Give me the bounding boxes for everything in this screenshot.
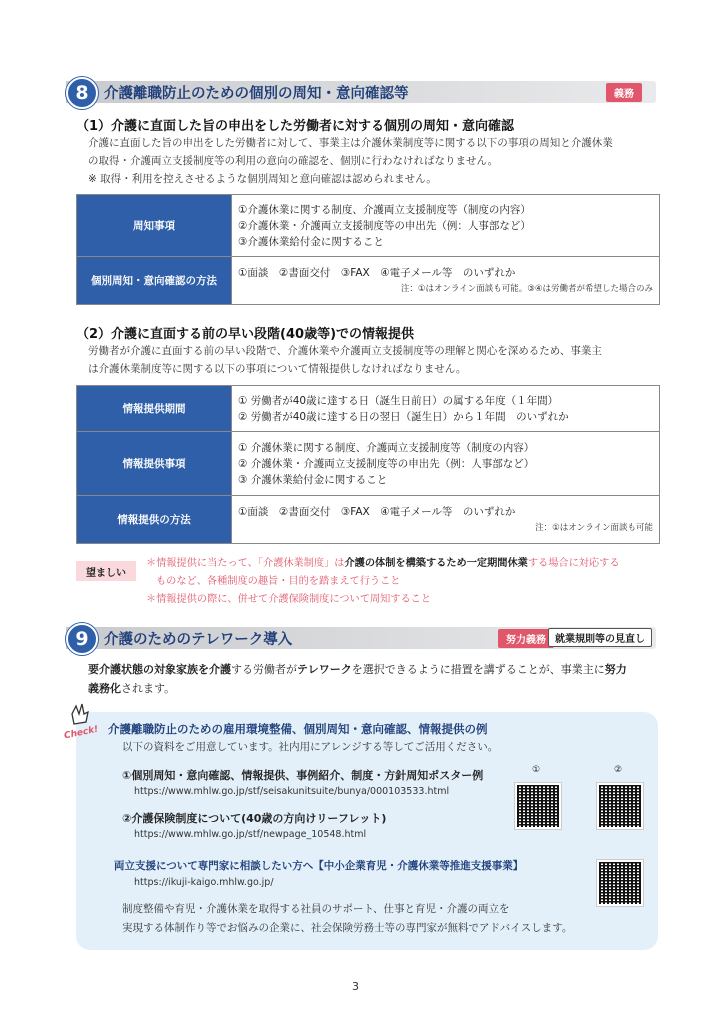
subsection-2-title: （2）介護に直面する前の早い段階(40歳等)での情報提供 (76, 327, 415, 342)
resource-2-link[interactable]: https://www.mhlw.go.jp/stf/newpage_10548.html (134, 829, 367, 840)
row-content: ① 介護休業に関する制度、介護両立支援制度等（制度の内容） ② 介護休業・介護両立支援制度等の申出先（例：人事部など） ③ 介護休業給付金に関すること (232, 432, 660, 496)
resource-2-title: ②介護保険制度について(40歳の方向けリーフレット) (122, 812, 387, 825)
effort-obligation-tag: 努力義務 (498, 629, 554, 648)
check-badge: Check! (63, 724, 100, 742)
notification-table (76, 194, 660, 305)
desirable-notes: ＊情報提供に当たって、「介護休業制度」は介護の体制を構築するため一定期間休業する場合に対応する ものなど、各種制度の趣旨・目的を踏まえて行うこと ＊情報提供の際に、併せて介護保険制度について周知すること (146, 558, 620, 605)
row-head-notification-items: 周知事項 (77, 195, 232, 257)
section-9-title: 介護のためのテレワーク導入 (104, 632, 293, 648)
check-intro: 以下の資料をご用意しています。社内用にアレンジする等してご活用ください。 (122, 741, 499, 753)
qr-1-label: ① (532, 765, 541, 775)
resource-1-link[interactable]: https://www.mhlw.go.jp/stf/seisakunitsuite/bunya/000103533.html (134, 786, 450, 797)
section-8-title: 介護離職防止のための個別の周知・意向確認等 (104, 86, 409, 102)
row-notification-items: ①介護休業に関する制度、介護両立支援制度等（制度の内容） ②介護休業・介護両立支援制度等の申出先（例：人事部など） ③介護休業給付金に関すること (232, 195, 660, 257)
information-table (76, 385, 660, 544)
page-number: 3 (352, 980, 359, 993)
support-description: 制度整備や育児・介護休業を取得する社員のサポート、仕事と育児・介護の両立を 実現する体制作り等でお悩みの企業に、社会保険労務士等の専門家が無料でアドバイスします。 (122, 903, 573, 934)
resource-1-title: ①個別周知・意向確認、情報提供、事例紹介、制度・方針周知ポスター例 (122, 769, 484, 782)
section-9-body: 要介護状態の対象家族を介護する労働者がテレワークを選択できるように措置を講ずることが、事業主に努力 義務化されます。 (88, 663, 627, 695)
row-period: ① 労働者が40歳に達する日（誕生日前日）の属する年度（１年間） ② 労働者が40歳に達する日の翌日（誕生日）から１年間 のいずれか (232, 386, 660, 432)
qr-code-1 (515, 783, 561, 829)
subsection-1-title: （1）介護に直面した旨の申出をした労働者に対する個別の周知・意向確認 (76, 119, 515, 134)
mandatory-tag: 義務 (606, 83, 642, 102)
row-head-content: 情報提供事項 (77, 432, 232, 496)
qr-code-3 (597, 860, 643, 906)
work-rules-review-tag: 就業規則等の見直し (548, 628, 652, 647)
section-9-number: 9 (66, 623, 98, 655)
check-title: 介護離職防止のための雇用環境整備、個別周知・意向確認、情報提供の例 (108, 722, 488, 736)
row-provision-method: ①面談 ②書面交付 ③FAX ④電子メール等 のいずれか 注：①はオンライン面談も可能 (232, 496, 660, 544)
section-8-number: 8 (66, 77, 98, 109)
row-head-provision-method: 情報提供の方法 (77, 496, 232, 544)
desirable-label: 望ましい (76, 561, 136, 581)
qr-2-label: ② (614, 765, 623, 775)
row-head-period: 情報提供期間 (77, 386, 232, 432)
subsection-1-body: 介護に直面した旨の申出をした労働者に対して、事業主は介護休業制度等に関する以下の事項の周知と介護休業 の取得・介護両立支援制度等の利用の意向の確認を、個別に行わなければなりません。 ※ 取得・利用を控えさせるような個別周知と意向確認は認められません。 (88, 137, 613, 185)
qr-code-2 (597, 783, 643, 829)
support-title: 両立支援について専門家に相談したい方へ【中小企業育児・介護休業等推進支援事業】 (114, 860, 524, 872)
row-method: ①面談 ②書面交付 ③FAX ④電子メール等 のいずれか 注：①はオンライン面談も可能。③④は労働者が希望した場合のみ (232, 257, 660, 305)
support-link[interactable]: https://ikuji-kaigo.mhlw.go.jp/ (134, 877, 274, 888)
subsection-2-body: 労働者が介護に直面する前の早い段階で、介護休業や介護両立支援制度等の理解と関心を深めるため、事業主 は介護休業制度等に関する以下の事項について情報提供しなければなりません。 (88, 345, 602, 375)
row-head-method: 個別周知・意向確認の方法 (77, 257, 232, 305)
